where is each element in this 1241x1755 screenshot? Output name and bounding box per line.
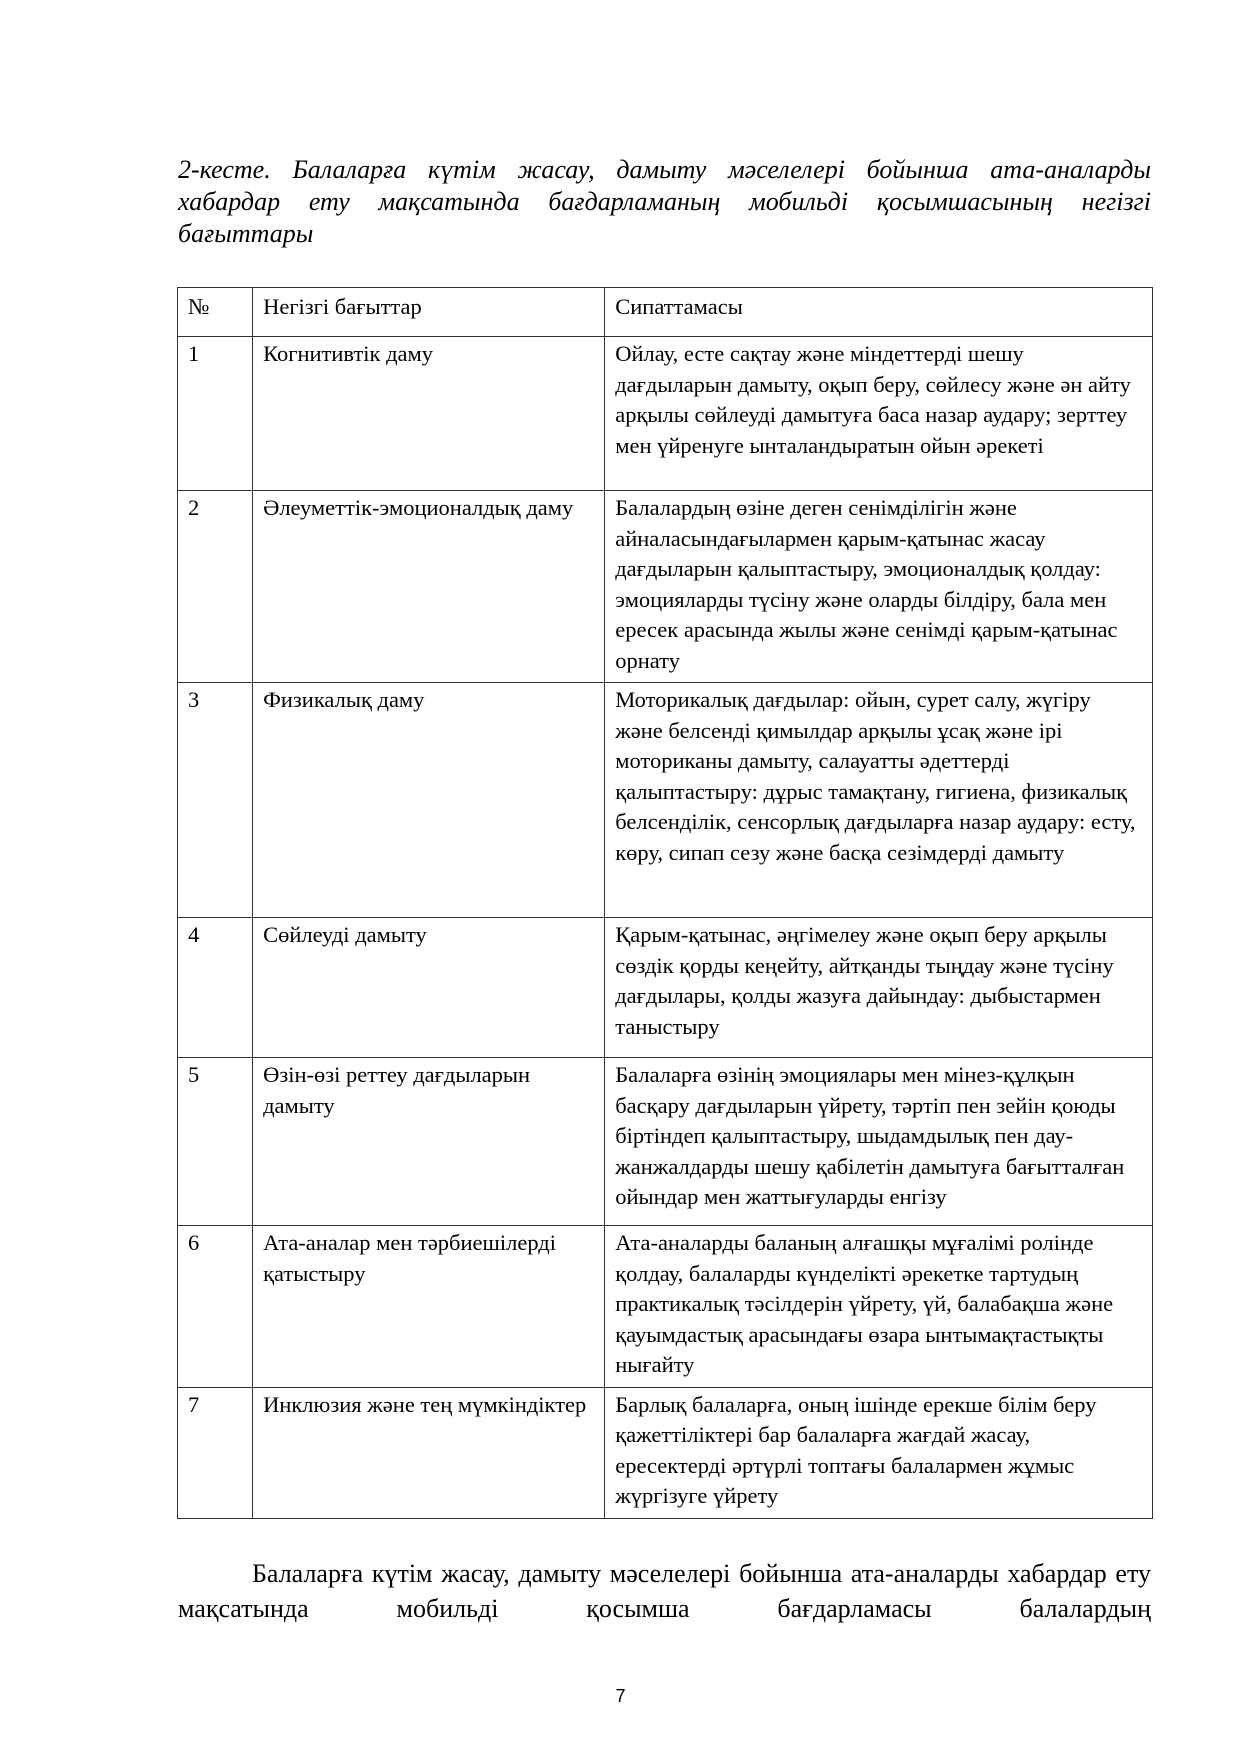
row-direction: Ата-аналар мен тәрбиешілерді қатыстыру	[253, 1226, 605, 1388]
row-direction: Сөйлеуді дамыту	[253, 918, 605, 1058]
header-description: Сипаттамасы	[605, 288, 1153, 337]
row-description: Барлық балаларға, оның ішінде ерекше білім беру қажеттіліктері бар балаларға жағдай жасау, ересектерді әртүрлі топтағы балалармен жұмыс жүргізуге үйрету	[605, 1387, 1153, 1518]
row-number: 6	[178, 1226, 253, 1388]
row-number: 3	[178, 683, 253, 918]
row-description: Балалардың өзіне деген сенімділігін және айналасындағылармен қарым-қатынас жасау дағдыларын қалыптастыру, эмоционалдық қолдау: эмоцияларды түсіну және оларды білдіру, бала мен ересек арасында жылы және сенімді қарым-қатынас орнату	[605, 491, 1153, 683]
row-direction: Өзін-өзі реттеу дағдыларын дамыту	[253, 1058, 605, 1226]
row-direction: Физикалық даму	[253, 683, 605, 918]
table-row	[178, 491, 1153, 683]
table-row	[178, 1226, 1153, 1388]
table-row	[178, 918, 1153, 1058]
row-number: 7	[178, 1387, 253, 1518]
header-number: №	[178, 288, 253, 337]
directions-table	[177, 287, 1153, 1519]
row-direction: Инклюзия және тең мүмкіндіктер	[253, 1387, 605, 1518]
row-description: Моторикалық дағдылар: ойын, сурет салу, жүгіру және белсенді қимылдар арқылы ұсақ және ірі моториканы дамыту, салауатты әдеттерді қалыптастыру: дұрыс тамақтану, гигиена, физикалық белсенділік, сенсорлық дағдыларға назар аудару: есту, көру, сипап сезу және басқа сезімдерді дамыту	[605, 683, 1153, 918]
row-number: 4	[178, 918, 253, 1058]
row-description: Қарым-қатынас, әңгімелеу және оқып беру арқылы сөздік қорды кеңейту, айтқанды тыңдау және түсіну дағдылары, қолды жазуға дайындау: дыбыстармен таныстыру	[605, 918, 1153, 1058]
row-description: Ойлау, есте сақтау және міндеттерді шешу дағдыларын дамыту, оқып беру, сөйлесу және ән айту арқылы сөйлеуді дамытуға баса назар аудару; зерттеу мен үйренуге ынталандыратын ойын әрекеті	[605, 337, 1153, 491]
table-header-row	[178, 288, 1153, 337]
row-number: 1	[178, 337, 253, 491]
table-row	[178, 337, 1153, 491]
table-caption: 2-кесте. Балаларға күтім жасау, дамыту мәселелері бойынша ата-аналарды хабардар ету мақсатында бағдарламаның мобильді қосымшасының негізгі бағыттары	[178, 155, 1151, 248]
table-row	[178, 683, 1153, 918]
row-description: Балаларға өзінің эмоциялары мен мінез-құлқын басқару дағдыларын үйрету, тәртіп пен зейін қоюды біртіндеп қалыптастыру, шыдамдылық пен дау-жанжалдарды шешу қабілетін дамытуға бағытталған ойындар мен жаттығуларды енгізу	[605, 1058, 1153, 1226]
row-direction: Когнитивтік даму	[253, 337, 605, 491]
body-paragraph: Балаларға күтім жасау, дамыту мәселелері бойынша ата-аналарды хабардар ету мақсатында мобильді қосымша бағдарламасы балалардың	[178, 1559, 1151, 1623]
page-number: 7	[615, 1686, 626, 1706]
row-direction: Әлеуметтік-эмоционалдық даму	[253, 491, 605, 683]
row-number: 2	[178, 491, 253, 683]
table-row	[178, 1058, 1153, 1226]
header-direction: Негізгі бағыттар	[253, 288, 605, 337]
table-row	[178, 1387, 1153, 1518]
row-description: Ата-аналарды баланың алғашқы мұғалімі ролінде қолдау, балаларды күнделікті әрекетке тартудың практикалық тәсілдерін үйрету, үй, балабақша және қауымдастық арасындағы өзара ынтымақтастықты нығайту	[605, 1226, 1153, 1388]
row-number: 5	[178, 1058, 253, 1226]
